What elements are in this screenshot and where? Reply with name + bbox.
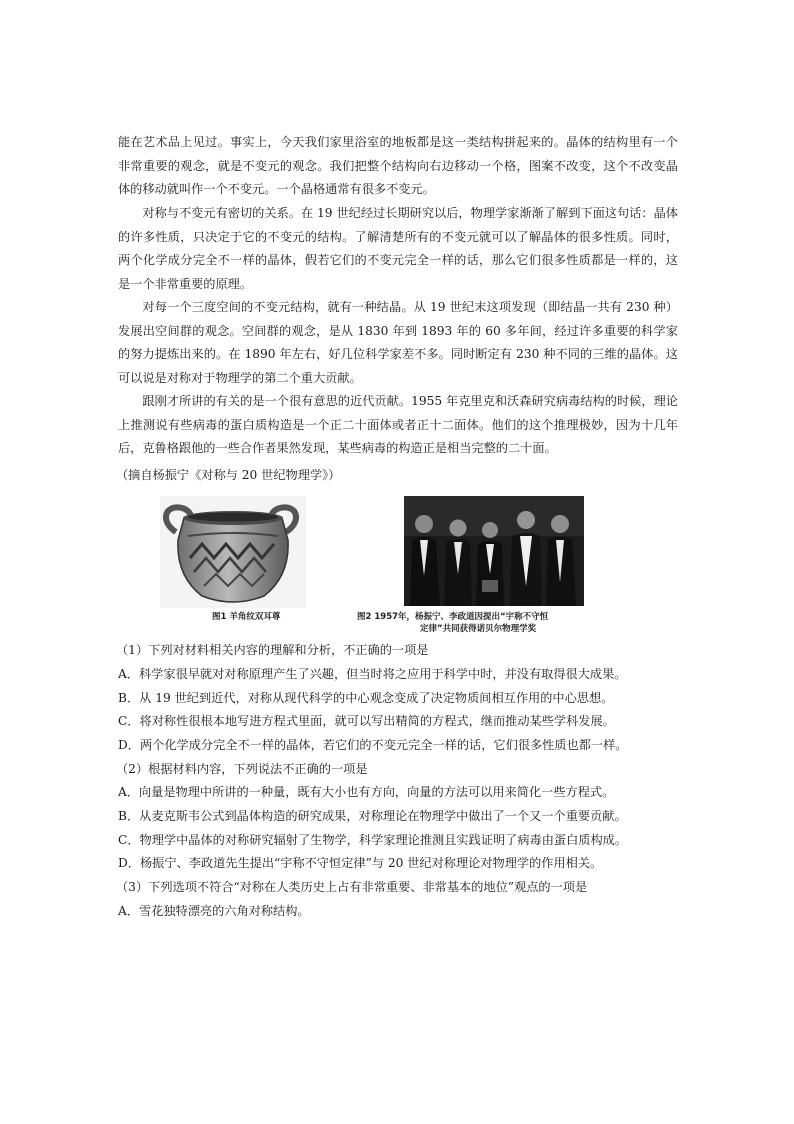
passage-paragraph-4: 跟刚才所讲的有关的是一个很有意思的近代贡献。1955 年克里克和沃森研究病毒结构的时候，理论上推测说有些病毒的蛋白质构造是一个正二十面体或者正十二面体。他们的这个推理极妙，因为十几年后，克鲁格跟他的一些合作者果然发现，某些病毒的构造正是相当完整的二十面。 (118, 394, 678, 455)
passage-paragraph-3: 对每一个三度空间的不变元结构，就有一种结晶。从 19 世纪末这项发现（即结晶一共有 230 种）发展出空间群的观念。空间群的观念，是从 1830 年到 1893 年的 60 多年间，经过许多重要的科学家的努力提炼出来的。在 1890 年左右，好几位科学家差不多。同时断定有 230 种不同的三维的晶体。这可以说是对称对于物理学的第二个重大贡献。 (118, 300, 678, 385)
question-1-option-c: C．将对称性很根本地写进方程式里面，就可以写出精简的方程式，继而推动某些学科发展。 (118, 714, 615, 728)
question-2-option-c: C．物理学中晶体的对称研究辐射了生物学，科学家理论推测且实践证明了病毒由蛋白质构成。 (118, 833, 628, 847)
passage-source: （摘自杨振宁《对称与 20 世纪物理学》） (116, 468, 341, 482)
vase-image (160, 496, 306, 608)
question-2-option-a: A．向量是物理中所讲的一种量，既有大小也有方向，向量的方法可以用来简化一些方程式。 (118, 785, 615, 799)
passage-paragraph-1: 能在艺术品上见过。事实上，今天我们家里浴室的地板都是这一类结构拼起来的。晶体的结构里有一个非常重要的观念，就是不变元的观念。我们把整个结构向右边移动一个格，图案不改变，这个不改变晶体的移动就叫作一个不变元。一个晶格通常有很多不变元。 (118, 135, 678, 196)
question-2-option-d: D．杨振宁、李政道先生提出“宇称不守恒定律”与 20 世纪对称理论对物理学的作用相关。 (118, 856, 603, 870)
question-1-option-d: D．两个化学成分完全不一样的晶体，若它们的不变元完全一样的话，它们很多性质也都一样。 (118, 738, 628, 752)
question-3-stem: （3）下列选项不符合“对称在人类历史上占有非常重要、非常基本的地位”观点的一项是 (116, 880, 588, 894)
figure-1-caption: 图1 羊角纹双耳尊 (212, 612, 281, 622)
question-1-option-a: A．科学家很早就对对称原理产生了兴趣，但当时将之应用于科学中时，并没有取得很大成果。 (118, 667, 627, 681)
question-3-option-a: A．雪花独特漂亮的六角对称结构。 (118, 904, 310, 918)
question-1-stem: （1）下列对材料相关内容的理解和分析，不正确的一项是 (116, 643, 429, 657)
question-1-option-b: B．从 19 世纪到近代，对称从现代科学的中心观念变成了决定物质间相互作用的中心思想。 (118, 691, 614, 705)
nobel-photo (404, 496, 584, 606)
figure-2-caption-line1: 图2 1957年，杨振宁、李政道因提出“宇称不守恒 (357, 612, 549, 622)
passage-paragraph-2: 对称与不变元有密切的关系。在 19 世纪经过长期研究以后，物理学家渐渐了解到下面这句话：晶体的许多性质，只决定于它的不变元的结构。了解清楚所有的不变元就可以了解晶体的很多性质。同时，两个化学成分完全不一样的晶体，假若它们的不变元完全一样的话，那么它们很多性质都是一样的，这是一个非常重要的原理。 (118, 206, 678, 291)
question-2-option-b: B．从麦克斯韦公式到晶体构造的研究成果，对称理论在物理学中做出了一个又一个重要贡献。 (118, 809, 627, 823)
question-2-stem: （2）根据材料内容，下列说法不正确的一项是 (116, 762, 368, 776)
figure-2-caption-line2: 定律”共同获得诺贝尔物理学奖 (420, 624, 537, 634)
